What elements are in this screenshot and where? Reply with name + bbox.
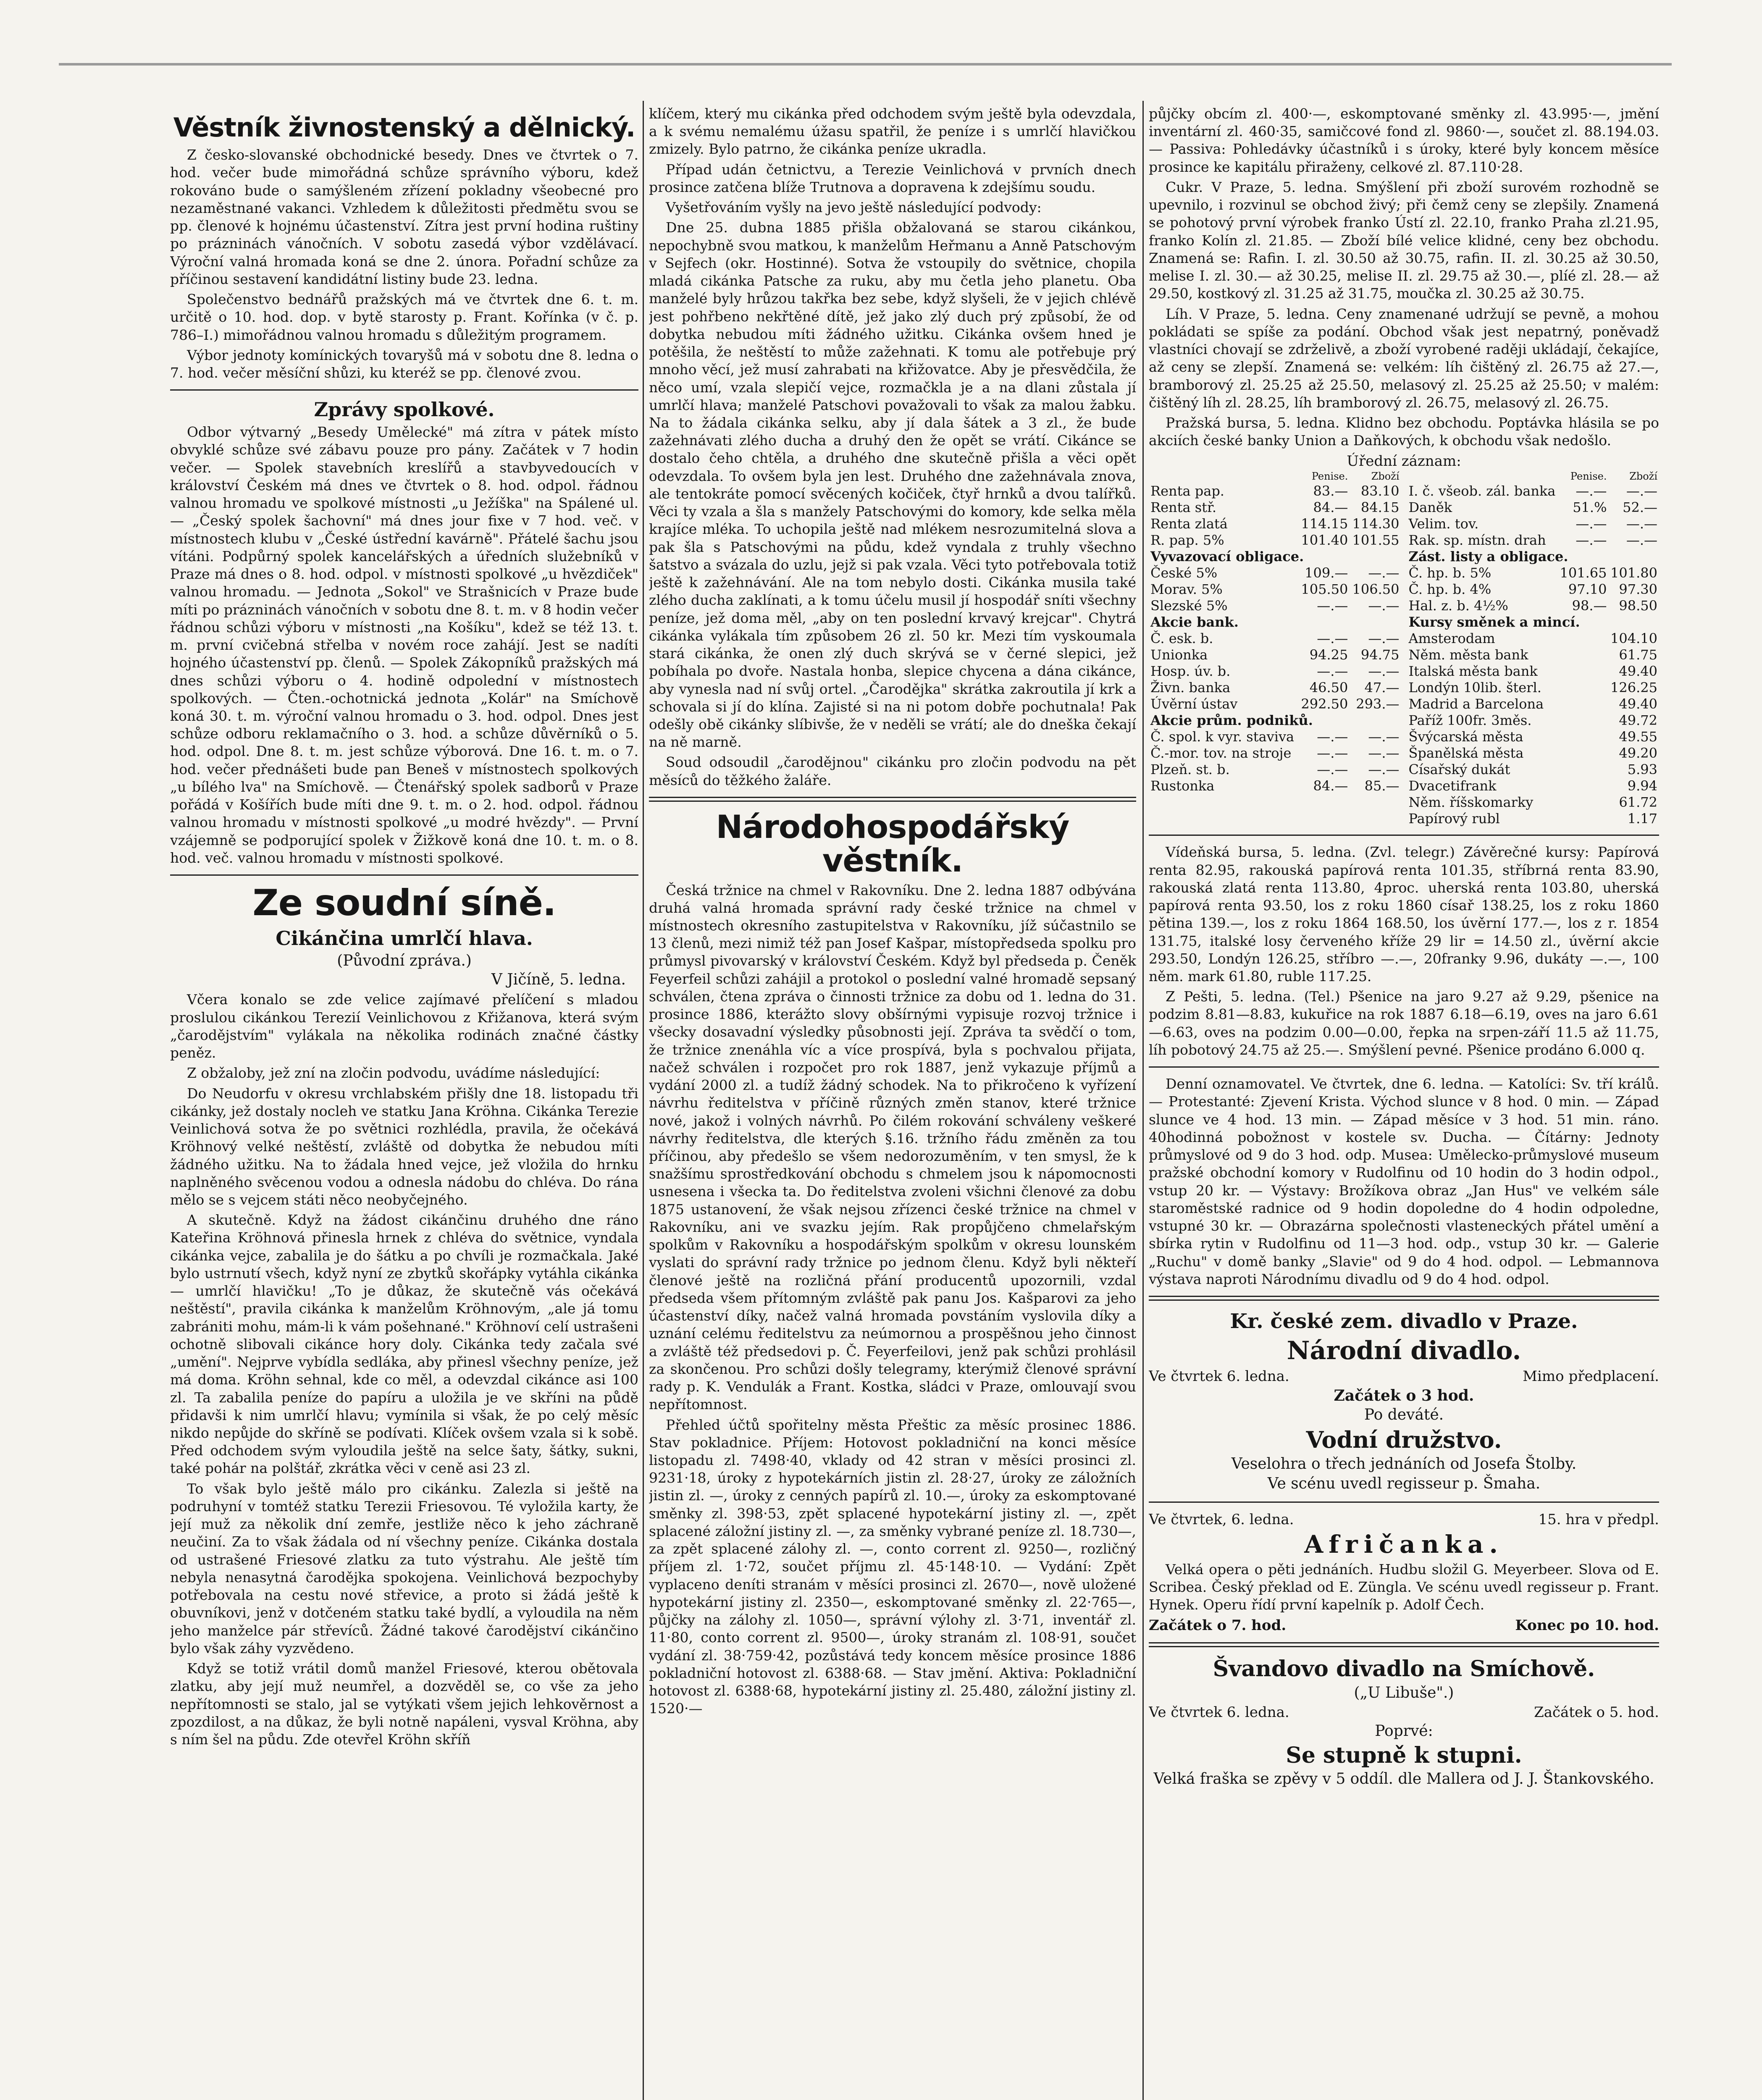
exchange-label: R. pap. 5% (1150, 532, 1224, 548)
performance-start: Začátek o 7. hod. (1149, 1617, 1287, 1634)
column-2 (649, 105, 1136, 2100)
exchange-row (1149, 581, 1401, 598)
exchange-row (1149, 778, 1401, 794)
exchange-value: —.— (1576, 515, 1607, 532)
exchange-row (1149, 761, 1401, 778)
top-rule (59, 63, 1672, 66)
performance-note: Mimo předplacení. (1523, 1368, 1659, 1385)
performance-day: Ve čtvrtek 6. ledna. (1149, 1368, 1289, 1385)
exchange-value: —.— (1368, 597, 1400, 614)
divider (170, 874, 638, 876)
article-paragraph: Z obžaloby, jež zní na zločin podvodu, uvádíme následující: (187, 1065, 600, 1082)
exchange-label: Londýn 10lib. šterl. (1408, 680, 1541, 696)
exchange-label: Italská města bank (1408, 663, 1538, 680)
section-heading-soudni: Ze soudní síně. (252, 882, 556, 924)
exchange-value: 49.72 (1619, 712, 1657, 729)
exchange-label: Renta pap. (1150, 483, 1224, 499)
exchange-value: 97.10 (1568, 581, 1607, 597)
article-paragraph: Odbor výtvarný „Besedy Umělecké" má zítra v pátek místo obvyklé schůze své zábavu pouze pro pány. Začátek v 7 hodin večer. — Spolek stavebních kreslířů a stavbyvedoucích v království Českém má dnes ve čtvrtek o 8. hod. odpol. řádnou valnou hromadu ve spolkové místnosti „u Ježíška" na Spálené ul. — „Český spolek šachovní" má dnes jour fixe v 7 hod. več. v místnostech klubu v „České ústřední kavárně". Přátelé šachu jsou vítáni. Podpůrný spolek kancelářských a úředních služebníků v Praze má dnes o 8. hod. odpol. v místnosti spolkové „u hvězdiček" valnou hromadu. — Jednota „Sokol" ve Strašnicích v Praze bude míti po prázninách vánočních v sobotu dne 8. t. m. v 8 hodin večer řádnou schůzi výboru v místnosti „na Košíku", kdež se též 13. t. m. první cvičebná střelba v novém roce zahájí. Jest se nadíti hojného účastenství pp. členů. — Spolek Zákopníků pražských má dnes schůzi výboru o 4. hodině odpolední v místnostech spolkových. — Čten.-ochotnická jednota „Kolár" na Smíchově koná 30. t. m. výroční valnou hromadu o 3. hod. odpol. Dnes jest schůze odboru reklamačního o 3. hod. a schůze důvěrníků o 5. hod. odpol. Dne 8. t. m. jest schůze výborová. Dne 16. t. m. o 7. hod. večer přednášeti bude pan Beneš v místnostech spolkových „u bílého lva" na Smíchově. — Čtenářský spolek sadborů v Praze pořádá v Košířích bude míti dne 9. t. m. o 2. hod. odpol. řádnou valnou hromadu v místnosti spolkové „u modré hvězdy". — První vzájemně se podporující spolek v Žižkově koná dne 10. t. m. o 8. hod. več. valnou hromadu v místnosti spolkové. (170, 424, 638, 866)
performance-note: Poprvé: (1375, 1722, 1433, 1740)
exchange-row (1149, 516, 1401, 532)
article-paragraph: Případ udán četnictvu, a Terezie Veinlichová v prvních dnech prosince zatčena blíže Trutnova a dopravena k zdejšímu soudu. (649, 161, 1136, 195)
exchange-table-left (1149, 470, 1401, 827)
exchange-value: 126.25 (1610, 680, 1657, 696)
play-description: Velká fraška se zpěvy v 5 oddíl. dle Mallera od J. J. Štankovského. (1153, 1770, 1654, 1788)
exchange-value: —.— (1317, 663, 1348, 680)
exchange-label: Č.-mor. tov. na stroje (1150, 745, 1292, 761)
exchange-value: 293.— (1356, 696, 1400, 712)
exchange-label: Živn. banka (1150, 680, 1231, 696)
exchange-label: Hosp. úv. b. (1150, 663, 1231, 680)
theatre-subtitle: („U Libuše".) (1354, 1684, 1454, 1702)
divider (170, 389, 638, 391)
exchange-row (1407, 483, 1660, 499)
exchange-value: 106.50 (1352, 581, 1400, 597)
divider (1149, 1502, 1659, 1503)
exchange-value: 94.75 (1360, 647, 1400, 663)
exchange-label: Paříž 100fr. 3měs. (1408, 712, 1532, 729)
exchange-row (1407, 565, 1660, 581)
exchange-value: —.— (1368, 564, 1400, 581)
exchange-value: —.— (1317, 745, 1348, 761)
exchange-row (1407, 630, 1660, 647)
market-report-bursa: Pražská bursa, 5. ledna. Klidno bez obchodu. Poptávka hlásila se po akciích české banky Union a Daňkových, k obchodu však nedošlo. (1149, 414, 1659, 449)
article-paragraph: půjčky obcím zl. 400·—, eskomptované směnky zl. 43.995·—, jmění inventární zl. 460·35, samičcové fond zl. 9860·—, součet zl. 88.194.03. — Passiva: Pohledávky účastníků i s úroky, které byly koncem měsíce prosince ke kapitálu přiraženy, celkové zl. 87.110·28. (1149, 105, 1659, 175)
exchange-label: Hal. z. b. 4½% (1408, 597, 1508, 614)
exchange-value: —.— (1368, 729, 1400, 745)
theatre-name: Švandovo divadlo na Smíchově. (1213, 1656, 1595, 1682)
exchange-label: Renta stř. (1150, 499, 1216, 515)
exchange-label: Švýcarská města (1408, 729, 1523, 745)
performance-start: Začátek o 5. hod. (1534, 1704, 1659, 1721)
exchange-row (1407, 549, 1660, 565)
section-heading-vestnik: Věstník živnostenský a dělnický. (173, 112, 635, 143)
exchange-value: —.— (1626, 532, 1657, 548)
exchange-value: —.— (1317, 729, 1348, 745)
exchange-row (1149, 696, 1401, 712)
exchange-row (1407, 712, 1660, 729)
article-paragraph: Přehled účtů spořitelny města Přeštic za měsíc prosinec 1886. Stav pokladnice. Příjem: Hotovost pokladniční na konci měsíce listopadu zl. 7498·40, vklady od 42 stran v měsíci prosinci zl. 9231·18, úroky z hypotekárních jistin zl. 28·27, úroky ze záložních jistin zl. —, úroky z cenných papírů zl. 10.—, úroky za eskomptované směnky zl. 398·53, zpět splacené hypotekární jistiny zl. —, zpět splacené záložní jistiny zl. —, za směnky vybrané peníze zl. 18.730—, za zpět splacené zálohy zl. —, conto corrent zl. 9250—, rozličný příjem zl. 1·72, součet příjmu zl. 45·148·10. — Vydání: Zpět vyplaceno deníti stranám v měsíci prosinci zl. 2670—, nově uložené hypotekární jistiny zl. 2350—, eskomptované směnky zl. 22·765—, půjčky na zálohy zl. 1050—, správní výlohy zl. 3·71, inventář zl. 11·80, conto corrent zl. 9500—, úroky stranám zl. 108·91, součet vydání zl. 38·759·42, pozůstává tedy koncem měsíce prosince 1886 pokladniční hotovost zl. 6388·68. — Stav jmění. Aktiva: Pokladniční hotovost zl. 6388·68, hypotekární jistiny zl. 25.480, záložní jistiny zl. 1520·— (649, 1416, 1136, 1717)
market-report-lih: Líh. V Praze, 5. ledna. Ceny znamenané udržují se pevně, a mohou pokládati se spíše za podání. Obchod však jest nepatrný, poněvadž vlastníci chovají se zdrželivě, a zboží vyrobené raději ukládají, čekajíce, až ceny se zlepší. Znamená se: velkém: líh čištěný zl. 26.75 až 27.—, bramborový zl. 25.25 až 25.50, melasový zl. 25.25 až 25.50; v malém: čištěný líh zl. 28.25, líh bramborový zl. 26.75, melasový zl. 26.75. (1149, 305, 1659, 411)
exchange-row (1407, 680, 1660, 696)
exchange-row (1149, 565, 1401, 581)
performance-note: 15. hra v předpl. (1538, 1511, 1659, 1528)
theatre-name: Národní divadlo. (1287, 1336, 1521, 1366)
exchange-value: 49.20 (1619, 745, 1657, 761)
exchange-label: Úvěrní ústav (1150, 696, 1238, 712)
exchange-row (1149, 614, 1401, 630)
performance-info-row (1149, 1616, 1659, 1635)
divider (1149, 1066, 1659, 1068)
market-report-cukr: Cukr. V Praze, 5. ledna. Smýšlení při zboží surovém rozhodně se upevnilo, i rozvinul se obchod živý; při čemž ceny se zlepšily. Znamená se pohotový první výrobek franko Ústí zl. 22.10, franko Praha zl.21.95, franko Kolín zl. 21.85. — Zboží bílé velice klidné, ceny bez obchodu. Znamená se: Rafin. I. zl. 30.50 až 30.75, rafin. II. zl. 30.25 až 30.50, melise I. zl. 30.— až 30.25, melise II. zl. 29.75 až 30.—, plíé zl. 28.— až 29.50, kostkový zl. 31.25 až 31.75, moučka zl. 30.25 až 30.75. (1149, 178, 1659, 302)
exchange-value (1558, 712, 1608, 729)
exchange-value: —.— (1576, 532, 1607, 548)
article-paragraph: Česká tržnice na chmel v Rakovníku. Dne 2. ledna 1887 odbývána druhá valná hromada správní rady české tržnice na chmel v místnostech okresního zastupitelstva v Rakovníku, jíž súčastnilo se 13 členů, mezi nimiž též pan Josef Kašpar, místopředseda spolku pro průmysl pivovarský v království Českém. Když byl předseda p. Čeněk Feyerfeil schůzi zahájil a protokol o poslední valné hromadě sepsaný schválen, čtena zpráva o činnosti tržnice za dobu od 1. ledna do 31. prosince 1886, kterážto slovy obšírnými vypisuje rozvoj tržnice i všecky dosavadní výsledky působnosti její. Zpráva ta svědčí o tom, že tržnice znenáhla víc a více prospívá, byla s pochvalou přijata, načež schválen i rozpočet pro rok 1887, jenž vykazuje příjmů a vydání 2000 zl. a tudíž žádný schodek. Na to přikročeno k vyřízení návrhu ředitelstva v příčině různých změn stanov, které tržnice nové, jakož i volných návrhů. Po čilém rokování schváleny veškeré návrhy ředitelstva, dle kterých §.16. tržního řádu změněn za tou příčinou, aby předešlo se všem nedorozuměním, v ten smysl, že k snažšímu sprostředkování obchodu s chmelem jsou k nápomocnosti usnesena i všecka ta. Do ředitelstva zvoleni všichni členové za dobu 1875 ustanovení, že však nejsou zřízenci české tržnice na chmel v Rakovníku, ani ve svazku jejím. Rak propůjčeno chmelařským spolkům v Rakovníku a hospodářským spolkům v okresu lounském vyslati do správní rady tržnice po jednom členu. Když byli někteří členové ještě na rozličná přání producentů upozornili, vzdal předseda všem přítomným zvláště pak panu Jos. Kašparovi za jeho účastenství díky, načež valná hromada povstáním vyslovila díky a uznání celému ředitelstvu za neúmornou a prospěšnou jeho činnost a zvláště též předsedovi p. Č. Feyerfeilovi, jenž pak schůzi prohlásil za skončenou. Pro schůzi došly telegramy, kterýmiž členové správní rady p. K. Vendulák a Frant. Kostka, sládci v Praze, omlouvají svou nepřítomnost. (649, 882, 1136, 1413)
exchange-value: 9.94 (1627, 778, 1657, 794)
column-divider (1142, 101, 1144, 2100)
exchange-label: Morav. 5% (1150, 581, 1223, 597)
performance-day: Ve čtvrtek, 6. ledna. (1149, 1511, 1294, 1528)
daily-announcements: Denní oznamovatel. Ve čtvrtek, dne 6. ledna. — Katolíci: Sv. tří králů. — Protestanté: Zjevení Krista. Východ slunce v 8 hod. 0 min. — Západ slunce ve 4 hod. 13 min. — Západ měsíce v 3 hod. 51 min. ráno. 40hodinná pobožnost v kostele sv. Ducha. — Čítárny: Jednoty průmyslové od 9 do 3 hod. odp. Musea: Umělecko-průmyslové museum pražské obchodní komory v Rudolfinu od 10 hodin do 3 hodin odpol., vstup 20 kr. — Výstavy: Brožíkova obraz „Jan Hus" ve velkém sále staroměstské radnice od 9 hodin dopoledne do 4 hodin odpoledne, vstupné 30 kr. — Obrazárna společnosti vlasteneckých přátel umění a sbírka rytin v Rudolfinu od 11—3 hod. odp., vstup 30 kr. — Galerie „Ruchu" v domě banky „Slavie" od 9 do 4 hod. odpol. — Lebmannova výstava naproti Národnímu divadlu od 9 do 4 hod. odpol. (1149, 1076, 1659, 1287)
exchange-label: Č. hp. b. 4% (1408, 581, 1492, 597)
exchange-value (1558, 761, 1608, 778)
exchange-value: —.— (1576, 483, 1607, 499)
exchange-row (1407, 811, 1660, 827)
exchange-label: Něm. říšskomarky (1408, 794, 1534, 811)
exchange-table-right (1407, 470, 1660, 827)
performance-info-row (1149, 1510, 1659, 1529)
play-title: Afričanka. (1304, 1530, 1504, 1559)
exchange-value (1558, 663, 1608, 680)
exchange-value (1558, 680, 1608, 696)
column-header: Zboží (1371, 470, 1400, 483)
exchange-value (1558, 729, 1608, 745)
exchange-row (1149, 663, 1401, 680)
column-header: Penise. (1570, 470, 1607, 483)
exchange-label: Amsterodam (1408, 630, 1495, 646)
column-header: Penise. (1311, 470, 1348, 483)
exchange-row (1407, 794, 1660, 811)
exchange-label: Č. hp. b. 5% (1408, 564, 1492, 581)
double-divider (649, 797, 1136, 802)
exchange-value (1558, 630, 1608, 647)
section-heading-narodohospodarsky: Národohospodářský věstník. (716, 808, 1069, 879)
exchange-label: Kursy směnek a mincí. (1408, 614, 1580, 630)
exchange-value: 5.93 (1627, 761, 1657, 778)
exchange-value: 61.72 (1619, 794, 1657, 811)
exchange-value: 292.50 (1301, 696, 1348, 712)
exchange-value (1558, 647, 1608, 663)
exchange-row (1407, 614, 1660, 630)
exchange-value: —.— (1368, 761, 1400, 778)
exchange-value: —.— (1368, 630, 1400, 646)
performance-day: Ve čtvrtek 6. ledna. (1149, 1704, 1289, 1721)
exchange-value: 94.25 (1309, 647, 1348, 663)
exchange-row (1407, 499, 1660, 516)
exchange-value: 83.10 (1360, 483, 1400, 499)
exchange-label: Císařský dukát (1408, 761, 1510, 778)
exchange-label: Renta zlatá (1150, 515, 1228, 532)
exchange-row (1407, 663, 1660, 680)
article-paragraph: Dne 25. dubna 1885 přišla obžalovaná se starou cikánkou, nepochybně svou matkou, k manželům Heřmanu a Anně Patschovým v Sejfech (okr. Hostinné). Sotva že vstoupily do světnice, chopila mladá cikánka Patsche za ruku, aby mu četla jeho planetu. Oba manželé byly hrůzou takřka bez sebe, když slyšeli, že v jejich chlévě jest pohřbeno nekřtěné dítě, jež jako zlý duch prý způsobí, že od dobytka nebudou míti žádného užitku. Cikánka ovšem hned je potěšila, že neštěstí to může zažehnati. K tomu ale potřebuje prý mnoho věcí, jež musí zahrabati na křižovatce. Aby je přesvědčila, že něco umí, vzala slepičí vejce, rozmačkla je a na dlani zůstala jí umrlčí hlava; manželé Patschovi považovali to však za malou žabku. Na to žádala cikánka selku, aby jí dala šátek a 3 zl., že bude zažehnávati zlého ducha a druhý den že opět se vrátí. Cikánce se dostalo čeho chtěla, a druhého dne skutečně přišla a věci opět odevzdala. To ovšem byla jen lest. Druhého dne zažehnávala znova, ale tentokráte pomocí svěcených kočiček, čtyř hrnků a dvou talířků. Věci ty vzala a šla s manžely Patschovými do komory, kde selka měla krajíce mléka. To uchopila ještě nad mlékem nesrozumitelná slova a pak šla s Patschovými na půdu, kdež vyndala z truhly všechno šatstvo a svázala do uzlu, jejž si pak vzala. Věci tyto potřebovala totiž ještě k zažehnávání. Ale na tom nebylo dosti. Cikánka musila také zlého ducha zaklínati, a k tomu účelu musil jí hospodář sníti všechny peníze, jež doma měl, „aby on ten poslední krvavý krejcar". Chytrá cikánka vylákala tím způsobem 26 zl. 50 kr. Mezi tím vyskoumala stará cikánka, že onen zlý duch skrývá se v černé slepici, jež pobíhala po dvoře. Nastala honba, slepice chycena a dána cikánce, aby vynesla nad ní svůj ortel. „Čarodějka" skrátka zakroutila jí krk a schovala si jí do klína. Zajisté si na ni potom dobře pochutnala! Pak odešly obě cikánky slíbivše, že v neděli se vrátí; ale do dneška čekají na ně marně. (649, 219, 1136, 751)
article-paragraph: Soud odsoudil „čarodějnou" cikánku pro zločin podvodu na pět měsíců do těžkého žaláře. (649, 754, 1136, 788)
exchange-row (1149, 532, 1401, 549)
exchange-value (1558, 811, 1608, 827)
exchange-value: —.— (1626, 515, 1657, 532)
exchange-row (1407, 647, 1660, 663)
exchange-row (1149, 745, 1401, 761)
exchange-value: 49.55 (1619, 729, 1657, 745)
exchange-value: 109.— (1305, 564, 1348, 581)
article-paragraph: Z česko-slovanské obchodnické besedy. Dnes ve čtvrtek o 7. hod. večer bude mimořádná schůze správního výboru, kdež rokováno bude o samýšleném zřízení pokladny všeobecné pro nezaměstnané vakanci. Vzhledem k důležitosti předmětu svou se pp. členové k hojnému účastenství. Zítra jest první hodina ruštiny po prázninách vánočních. V sobotu zasedá výbor vzdělávací. Výroční valná hromada koná se dne 2. února. Pořadní schůze za příčinou sestavení kandidátní listiny bude 23. ledna. (170, 147, 638, 287)
double-divider (1149, 1296, 1659, 1301)
play-title: Vodní družstvo. (1306, 1426, 1502, 1454)
article-paragraph: Výbor jednoty komínických tovaryšů má v sobotu dne 8. ledna o 7. hod. večer měsíční shůzi, ku kteréž se pp. členové zvou. (170, 346, 638, 381)
exchange-value: 101.65 (1560, 564, 1607, 581)
exchange-row (1149, 499, 1401, 516)
article-paragraph: klíčem, který mu cikánka před odchodem svým ještě byla odevzdala, a k svému nemalému úžasu spatřil, že peníze i s umrlčí hlavičkou zmizely. Bylo patrno, že cikánka peníze ukradla. (649, 105, 1136, 158)
column-divider (643, 101, 644, 2100)
exchange-label: Dvacetifrank (1408, 778, 1497, 794)
exchange-value: 1.17 (1627, 811, 1657, 827)
article-paragraph: To však bylo ještě málo pro cikánku. Zalezla si ještě na podruhyní v tomtéž statku Terezii Friesovou. Té vyložila karty, že její muž za několik dní zemře, jestliže něco k jeho záchraně neučiní. Za to však žádala od ní všechny peníze. Cikánka dostala od ustrašené Friesové zlatku za tuto výstrahu. Ale ještě tím nebyla nenasytná čarodějka spokojena. Veinlichová bezpochyby potřebovala na cestu nové střevice, a proto si žádá ještě k obuvníkovi, jenž v dotčeném statku také bydlí, a vyloudila na něm jeho manželce pár střevíců. Žádné takové čarodějství cikánčino bylo však záhy vyzvědeno. (170, 1480, 638, 1656)
exchange-value: 52.— (1623, 499, 1657, 515)
exchange-value: 85.— (1364, 778, 1400, 794)
exchange-label: Akcie prům. podniků. (1150, 712, 1313, 729)
article-paragraph: Vyšetřováním vyšly na jevo ještě následující podvody: (666, 199, 1042, 216)
exchange-label: Něm. města bank (1408, 647, 1528, 663)
exchange-value: 46.50 (1309, 680, 1348, 696)
exchange-row (1407, 532, 1660, 549)
exchange-value: 84.— (1313, 499, 1348, 515)
exchange-row (1407, 729, 1660, 745)
exchange-value: 98.— (1572, 597, 1607, 614)
double-divider (1149, 1642, 1659, 1647)
exchange-value: —.— (1317, 761, 1348, 778)
exchange-row (1407, 696, 1660, 712)
exchange-row (1407, 581, 1660, 598)
exchange-value: 101.40 (1301, 532, 1348, 548)
exchange-row (1149, 549, 1401, 565)
exchange-value: —.— (1317, 630, 1348, 646)
exchange-value: —.— (1317, 597, 1348, 614)
play-description: Veselohra o třech jednáních od Josefa Štolby. (1231, 1455, 1577, 1473)
exchange-value: 49.40 (1619, 696, 1657, 712)
column-header: Zboží (1629, 470, 1657, 483)
exchange-label: Vyvazovací obligace. (1150, 548, 1304, 564)
exchange-value (1558, 778, 1608, 794)
exchange-label: Slezské 5% (1150, 597, 1228, 614)
exchange-value: —.— (1368, 745, 1400, 761)
exchange-label: Španělská města (1408, 745, 1524, 761)
exchange-value: —.— (1626, 483, 1657, 499)
exchange-value: 49.40 (1619, 663, 1657, 680)
exchange-value (1558, 745, 1608, 761)
play-title: Se stupně k stupni. (1286, 1742, 1522, 1768)
column-3 (1149, 105, 1659, 2100)
exchange-row (1407, 778, 1660, 794)
performance-start: Začátek o 3 hod. (1334, 1386, 1474, 1404)
market-report-viden: Vídeňská bursa, 5. ledna. (Zvl. telegr.) Závěrečné kursy: Papírová renta 82.95, rakouská papírová renta 101.35, stříbrná renta 83.90, rakouská zlatá renta 113.80, 4proc. uherská renta 103.80, uherská papírová renta 93.50, los z roku 1860 císař 138.25, los z roku 1860 pětina 139.—, los z roku 1864 168.50, los úvěrní 177.—, los z r. 1854 131.75, italské losy červeného kříže 29 lir = 14.50 zl., úvěrní akcie 293.50, Londýn 126.25, stříbro —.—, 20franky 9.96, dukáty —.—, 100 něm. mark 61.80, ruble 117.25. (1149, 844, 1659, 985)
exchange-label: Akcie bank. (1150, 614, 1239, 630)
exchange-value: 105.50 (1301, 581, 1348, 597)
exchange-value: 114.15 (1301, 515, 1348, 532)
exchange-row (1407, 516, 1660, 532)
article-paragraph: Včera konalo se zde velice zajímavé přelíčení s mladou proslulou cikánkou Terezií Veinlichovou z Křižanova, která svým „čarodějstvím" vylákala na několika rodinách značné částky peněz. (170, 991, 638, 1061)
exchange-table-title: Úřední záznam: (1347, 453, 1461, 470)
performance-note: Po deváté. (1364, 1406, 1444, 1424)
exchange-value: 98.50 (1619, 597, 1657, 614)
article-title: Cikánčina umrlčí hlava. (276, 927, 533, 950)
play-description: Velká opera o pěti jednáních. Hudbu složil G. Meyerbeer. Slova od E. Scribea. Český překlad od E. Züngla. Ve scénu uvedl regisseur p. Frant. Hynek. Operu řídí první kapelník p. Adolf Čech. (1149, 1561, 1659, 1613)
exchange-row (1407, 745, 1660, 761)
market-report-pest: Z Pešti, 5. ledna. (Tel.) Pšenice na jaro 9.27 až 9.29, pšenice na podzim 8.81—8.83, kukuřice na rok 1887 6.18—6.19, oves na jaro 6.61—6.63, oves na podzim 0.00—0.00, řepka na srpen-září 11.5 až 11.75, líh pobotový 24.75 až 25.—. Smýšlení pevné. Pšenice prodáno 6.000 q. (1149, 988, 1659, 1058)
exchange-row (1149, 483, 1401, 499)
exchange-value: 51.% (1573, 499, 1607, 515)
exchange-value: 101.80 (1610, 564, 1657, 581)
exchange-value: 61.75 (1619, 647, 1657, 663)
performance-end: Konec po 10. hod. (1515, 1617, 1659, 1634)
exchange-row (1407, 598, 1660, 614)
exchange-label: Daněk (1408, 499, 1452, 515)
exchange-label: Č. spol. k vyr. staviva (1150, 729, 1295, 745)
exchange-label: Unionka (1150, 647, 1208, 663)
exchange-row (1149, 598, 1401, 614)
exchange-value: 114.30 (1352, 515, 1400, 532)
exchange-row (1149, 729, 1401, 745)
section-heading-spolkove: Zprávy spolkové. (314, 398, 495, 421)
exchange-row (1407, 761, 1660, 778)
exchange-value: 104.10 (1610, 630, 1657, 646)
article-paragraph: Společenstvo bednářů pražských má ve čtvrtek dne 6. t. m. určitě o 10. hod. dop. v bytě starosty p. Frant. Kořínka (v č. p. 786–I.) mimořádnou valnou hromadu s důležitým programem. (170, 291, 638, 343)
exchange-value (1558, 696, 1608, 712)
article-paragraph: A skutečně. Když na žádost cikánčinu druhého dne ráno Kateřina Kröhnová přinesla hrnek z chléva do světnice, vyndala cikánka vejce, zabalila je do šátku a po chvíli je rozmačkala. Jaké bylo ustrnutí všech, když nyní ze zbytků skořápky vytáhla cikánka — umrlčí hlavičku! „To je důkaz, že skutečně vás očekává neštěstí", pravila cikánka k manželům Kröhnovým, „ale já tomu zabrániti mohu, mám-li k vám pošehnané." Kröhnoví celí ustrašeni ochotně slibovali cikánce hory doly. Cikánka tedy začala své „umění". Nejprve vybídla sedláka, aby přinesl všechny peníze, jež má doma. Kröhn sehnal, kde co měl, a odevzdal cikánce asi 100 zl. Ta zabalila peníze do papíru a uložila je ve skříni na půdě přidavši k nim umrlčí hlavu; vymínila si však, že po celý měsíc nikdo nepůjde do skříně se podívati. Klíček ovšem vzala si k sobě. Před odchodem svým vyloudila ještě na selce šaty, šátky, sukni, také pohár na polštář, zkrátka věci v ceně asi 23 zl. (170, 1212, 638, 1477)
exchange-row (1149, 680, 1401, 696)
column-1 (170, 105, 638, 2100)
exchange-label: I. č. všeob. zál. banka (1408, 483, 1556, 499)
exchange-label: Plzeň. st. b. (1150, 761, 1230, 778)
play-director: Ve scénu uvedl regisseur p. Šmaha. (1267, 1475, 1541, 1493)
performance-info-row (1149, 1703, 1659, 1722)
article-subtitle: (Původní zpráva.) (337, 952, 472, 970)
exchange-value: 47.— (1364, 680, 1400, 696)
exchange-value: 101.55 (1352, 532, 1400, 548)
theatre-heading: Kr. české zem. divadlo v Praze. (1230, 1310, 1578, 1333)
performance-info-row (1149, 1367, 1659, 1386)
exchange-value (1558, 794, 1608, 811)
article-dateline: V Jičíně, 5. ledna. (491, 971, 626, 989)
exchange-row (1149, 647, 1401, 663)
exchange-label: Zást. listy a obligace. (1408, 548, 1568, 564)
exchange-value: 97.30 (1619, 581, 1657, 597)
article-paragraph: Do Neudorfu v okresu vrchlabském přišly dne 18. listopadu tři cikánky, jež dostaly nocleh ve statku Jana Kröhna. Cikánka Terezie Veinlichová sotva že po světnici rozhlédla, pravila, že očekává Kröhnový velké neštěstí, zvláště od dobytka že nebudou míti žádného užitku. Na to žádala hned vejce, jež vložila do hrnku naplněného svěcenou vodou a odnesla nádobu do chléva. Do rána mělo se s vejcem státi něco neobyčejného. (170, 1085, 638, 1208)
divider (1149, 835, 1659, 836)
exchange-row (1149, 712, 1401, 729)
exchange-label: Rak. sp. místn. drah (1408, 532, 1546, 548)
exchange-value: 84.— (1313, 778, 1348, 794)
article-paragraph: Když se totiž vrátil domů manžel Friesové, kterou obětovala zlatku, aby její muž neumřel, a dozvěděl se, co vše za jeho nepřítomnosti se stalo, jal se vytýkati všem jejich lehkověrnost a zpozdilost, a na důkaz, že byli notně napáleni, vysval Kröhna, aby s ním šel na půdu. Zde otevřel Kröhn skříň (170, 1660, 638, 1748)
exchange-value: 84.15 (1360, 499, 1400, 515)
exchange-tables (1149, 470, 1659, 827)
exchange-label: Velim. tov. (1408, 515, 1479, 532)
exchange-label: Č. esk. b. (1150, 630, 1213, 646)
exchange-label: České 5% (1150, 564, 1218, 581)
exchange-value: 83.— (1313, 483, 1348, 499)
exchange-row (1149, 630, 1401, 647)
exchange-label: Madrid a Barcelona (1408, 696, 1544, 712)
exchange-label: Papírový rubl (1408, 811, 1500, 827)
exchange-value: —.— (1368, 663, 1400, 680)
exchange-label: Rustonka (1150, 778, 1215, 794)
